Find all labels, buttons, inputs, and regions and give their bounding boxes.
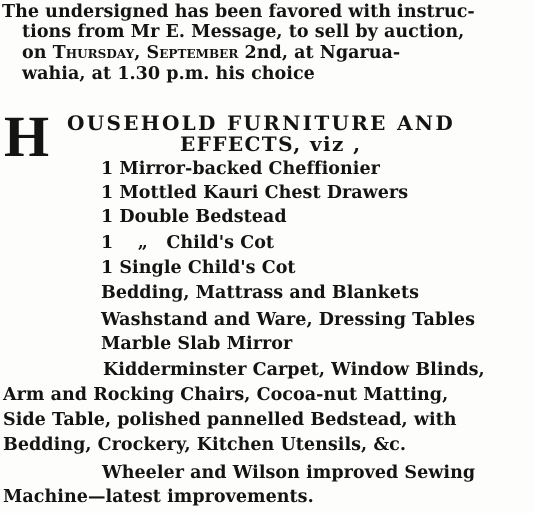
- auction-day: Thursday: [52, 43, 135, 63]
- intro-line-1: The undersigned has been favored with instruc-: [2, 2, 475, 22]
- intro-line-2: tions from Mr E. Message, to sell by auction,: [22, 22, 465, 42]
- paragraph-line-3: Side Table, polished pannelled Bedstead, with: [3, 410, 457, 430]
- closing-line-1: Wheeler and Wilson improved Sewing: [102, 463, 476, 483]
- item-double-bedstead: 1 Double Bedstead: [101, 207, 287, 227]
- item-bedding: Bedding, Mattrass and Blankets: [101, 283, 420, 303]
- heading-line-1: OUSEHOLD FURNITURE AND: [67, 111, 456, 135]
- item-single-childs-cot: 1 Single Child's Cot: [101, 258, 296, 278]
- place-line: wahia, at 1.30 p.m. his choice: [22, 64, 315, 84]
- auction-month: September: [146, 43, 239, 63]
- paragraph-line-2: Arm and Rocking Chairs, Cocoa-nut Matting,: [3, 385, 449, 405]
- closing-line-2: Machine—latest improvements.: [3, 487, 314, 507]
- item-washstand: Washstand and Ware, Dressing Tables: [101, 310, 476, 330]
- item-marble-slab-mirror: Marble Slab Mirror: [101, 334, 293, 354]
- item-childs-cot: 1 „ Child's Cot: [101, 233, 275, 253]
- item-mirror-backed-cheffionier: 1 Mirror-backed Cheffionier: [101, 159, 380, 179]
- date-line: [22, 43, 400, 63]
- heading-dropcap: H: [4, 104, 50, 169]
- date-rest: 2nd, at Ngarua-: [238, 43, 401, 63]
- paragraph-line-1: Kidderminster Carpet, Window Blinds,: [103, 360, 485, 380]
- date-prefix: on: [22, 43, 53, 63]
- paragraph-line-4: Bedding, Crockery, Kitchen Utensils, &c.: [3, 435, 407, 455]
- item-kauri-chest-drawers: 1 Mottled Kauri Chest Drawers: [101, 183, 409, 203]
- heading-line-2: EFFECTS, viz ,: [180, 132, 362, 156]
- date-separator: ,: [134, 43, 147, 63]
